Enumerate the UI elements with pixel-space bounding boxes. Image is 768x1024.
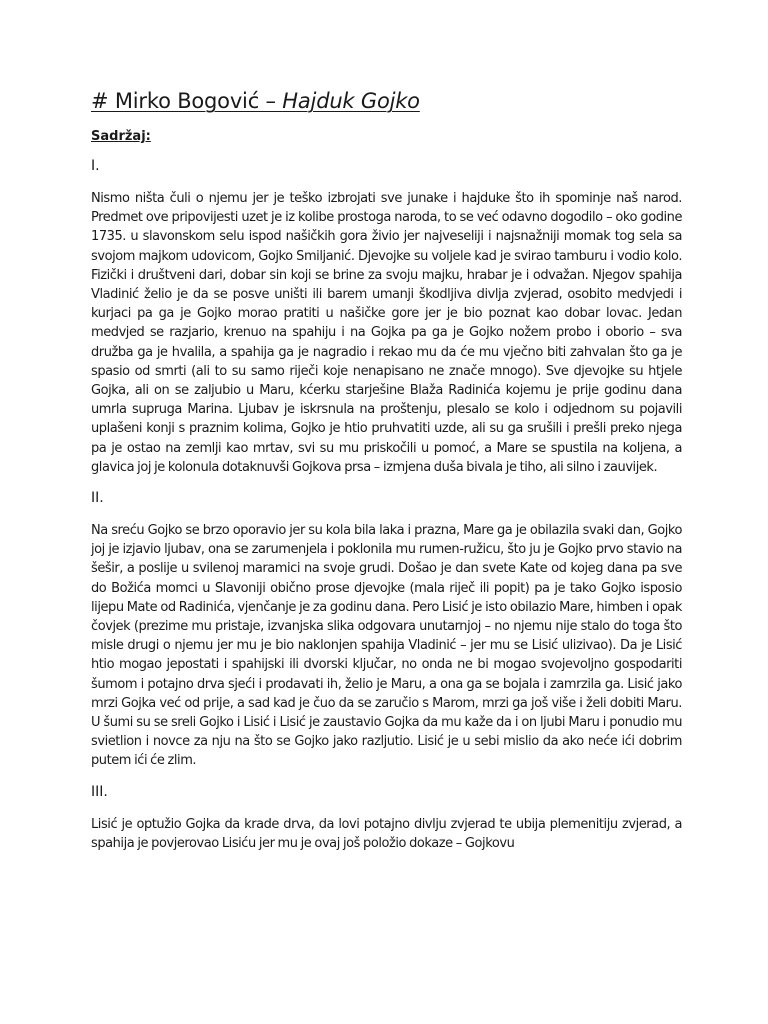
chapter-paragraph: Lisić je optužio Gojka da krade drva, da lovi potajno divlju zvjerad te ubija plemenitiju zvjerad, a spahija je povjerovao Lisiću jer mu je ovaj još položio dokaze – Gojkovu [91, 816, 682, 851]
title-author: # Mirko Bogović – [91, 89, 283, 113]
chapter-heading: III. [91, 783, 108, 800]
chapter-paragraph: Na sreću Gojko se brzo oporavio jer su kola bila laka i prazna, Mare ga je obilazila svaki dan, Gojko joj je izjavio ljubav, ona se zarumenjela i poklonila mu rumen-ružicu, što ju je Gojko prvo stavio na šešir, a poslije u svilenoj maramici na svoje grudi. Došao je dan svete Kate od kojeg dana pa sve do Božića momci u Slavoniji obično prose djevojke (mala riječ ili popit) pa je tako Gojko isposio lijepu Mate od Radinića, vjenčanje je za godinu dana. Pero Lisić je isto obilazio Mare, himben i opak čovjek (prezime mu pristaje, izvanjska slika odgovara unutarnjoj – no njemu nije stalo do toga što misle drugi o njemu jer mu je bio naklonjen spahija Vladinić – jer mu se Lisić ulizivao). Da je Lisić htio mogao jepostati i spahijski ili dvorski ključar, no onda ne bi mogao svojevoljno gospodariti šumom i potajno drva sjeći i prodavati ih, želio je Maru, a ona ga se bojala i zamrzila ga. Lisić jako mrzi Gojka već od prije, a sad kad je čuo da se zaručio s Marom, mrzi ga još više i želi dobiti Maru. U šumi su se sreli Gojko i Lisić i Lisić je zaustavio Gojka da mu kaže da i on ljubi Maru i ponudio mu svietlion i novce za nju na što se Gojko jako razljutio. Lisić je u sebi mislio da ako neće ići dobrim putem ići će zlim. [91, 523, 682, 769]
chapter-heading: I. [91, 158, 100, 174]
contents-label: Sadržaj: [91, 129, 151, 144]
chapter-heading: II. [91, 490, 104, 507]
document-page [91, 86, 682, 865]
document-title [91, 86, 682, 116]
title-book: Hajduk Gojko [282, 89, 420, 113]
chapter-paragraph: Nismo ništa čuli o njemu jer je teško izbrojati sve junake i hajduke što ih spominje naš narod. Predmet ove pripovijesti uzet je iz kolibe prostoga naroda, to se već odavno dogodilo – oko godine 1735. u slavonskom selu ispod našičkih gora živio jer najveseliji i najsnažniji momak tog sela sa svojom majkom udovicom, Gojko Smiljanić. Djevojke su voljele kad je svirao tamburu i vodio kolo. Fizički i društveni dari, dobar sin koji se brine za svoju majku, hrabar je i odvažan. Njegov spahija Vladinić želio je da se posve uništi ili barem umanji škodljiva divlja zvjerad, osobito medvjedi i kurjaci pa ga je Gojko morao pratiti u našičke gore jer je bio poznat kao dobar lovac. Jedan medvjed se razjario, krenuo na spahiju i na Gojka pa ga je Gojko nožem probo i oborio – sva družba ga je hvalila, a spahija ga je nagradio i rekao mu da će mu vječno biti zahvalan što ga je spasio od smrti (ali to su samo riječi koje nenapisano ne znače mnogo). Sve djevojke su htjele Gojka, ali on se zaljubio u Maru, kćerku starješine Blaža Radinića kojemu je prije godinu dana umrla supruga Marina. Ljubav je iskrsnula na proštenju, plesalo se kolo i odjednom su pojavili uplašeni konji s praznim kolima, Gojko je htio pruhvatiti uzde, ali su ga srušili i prešli preko njega pa je ostao na zemlji kao mrtav, svi su mu priskočili u pomoć, a Mare se spustila na koljena, a glavica joj je kolonula dotaknuvši Gojkova prsa – izmjena duša bivala je tiho, ali silno i zauvijek. [91, 191, 682, 475]
